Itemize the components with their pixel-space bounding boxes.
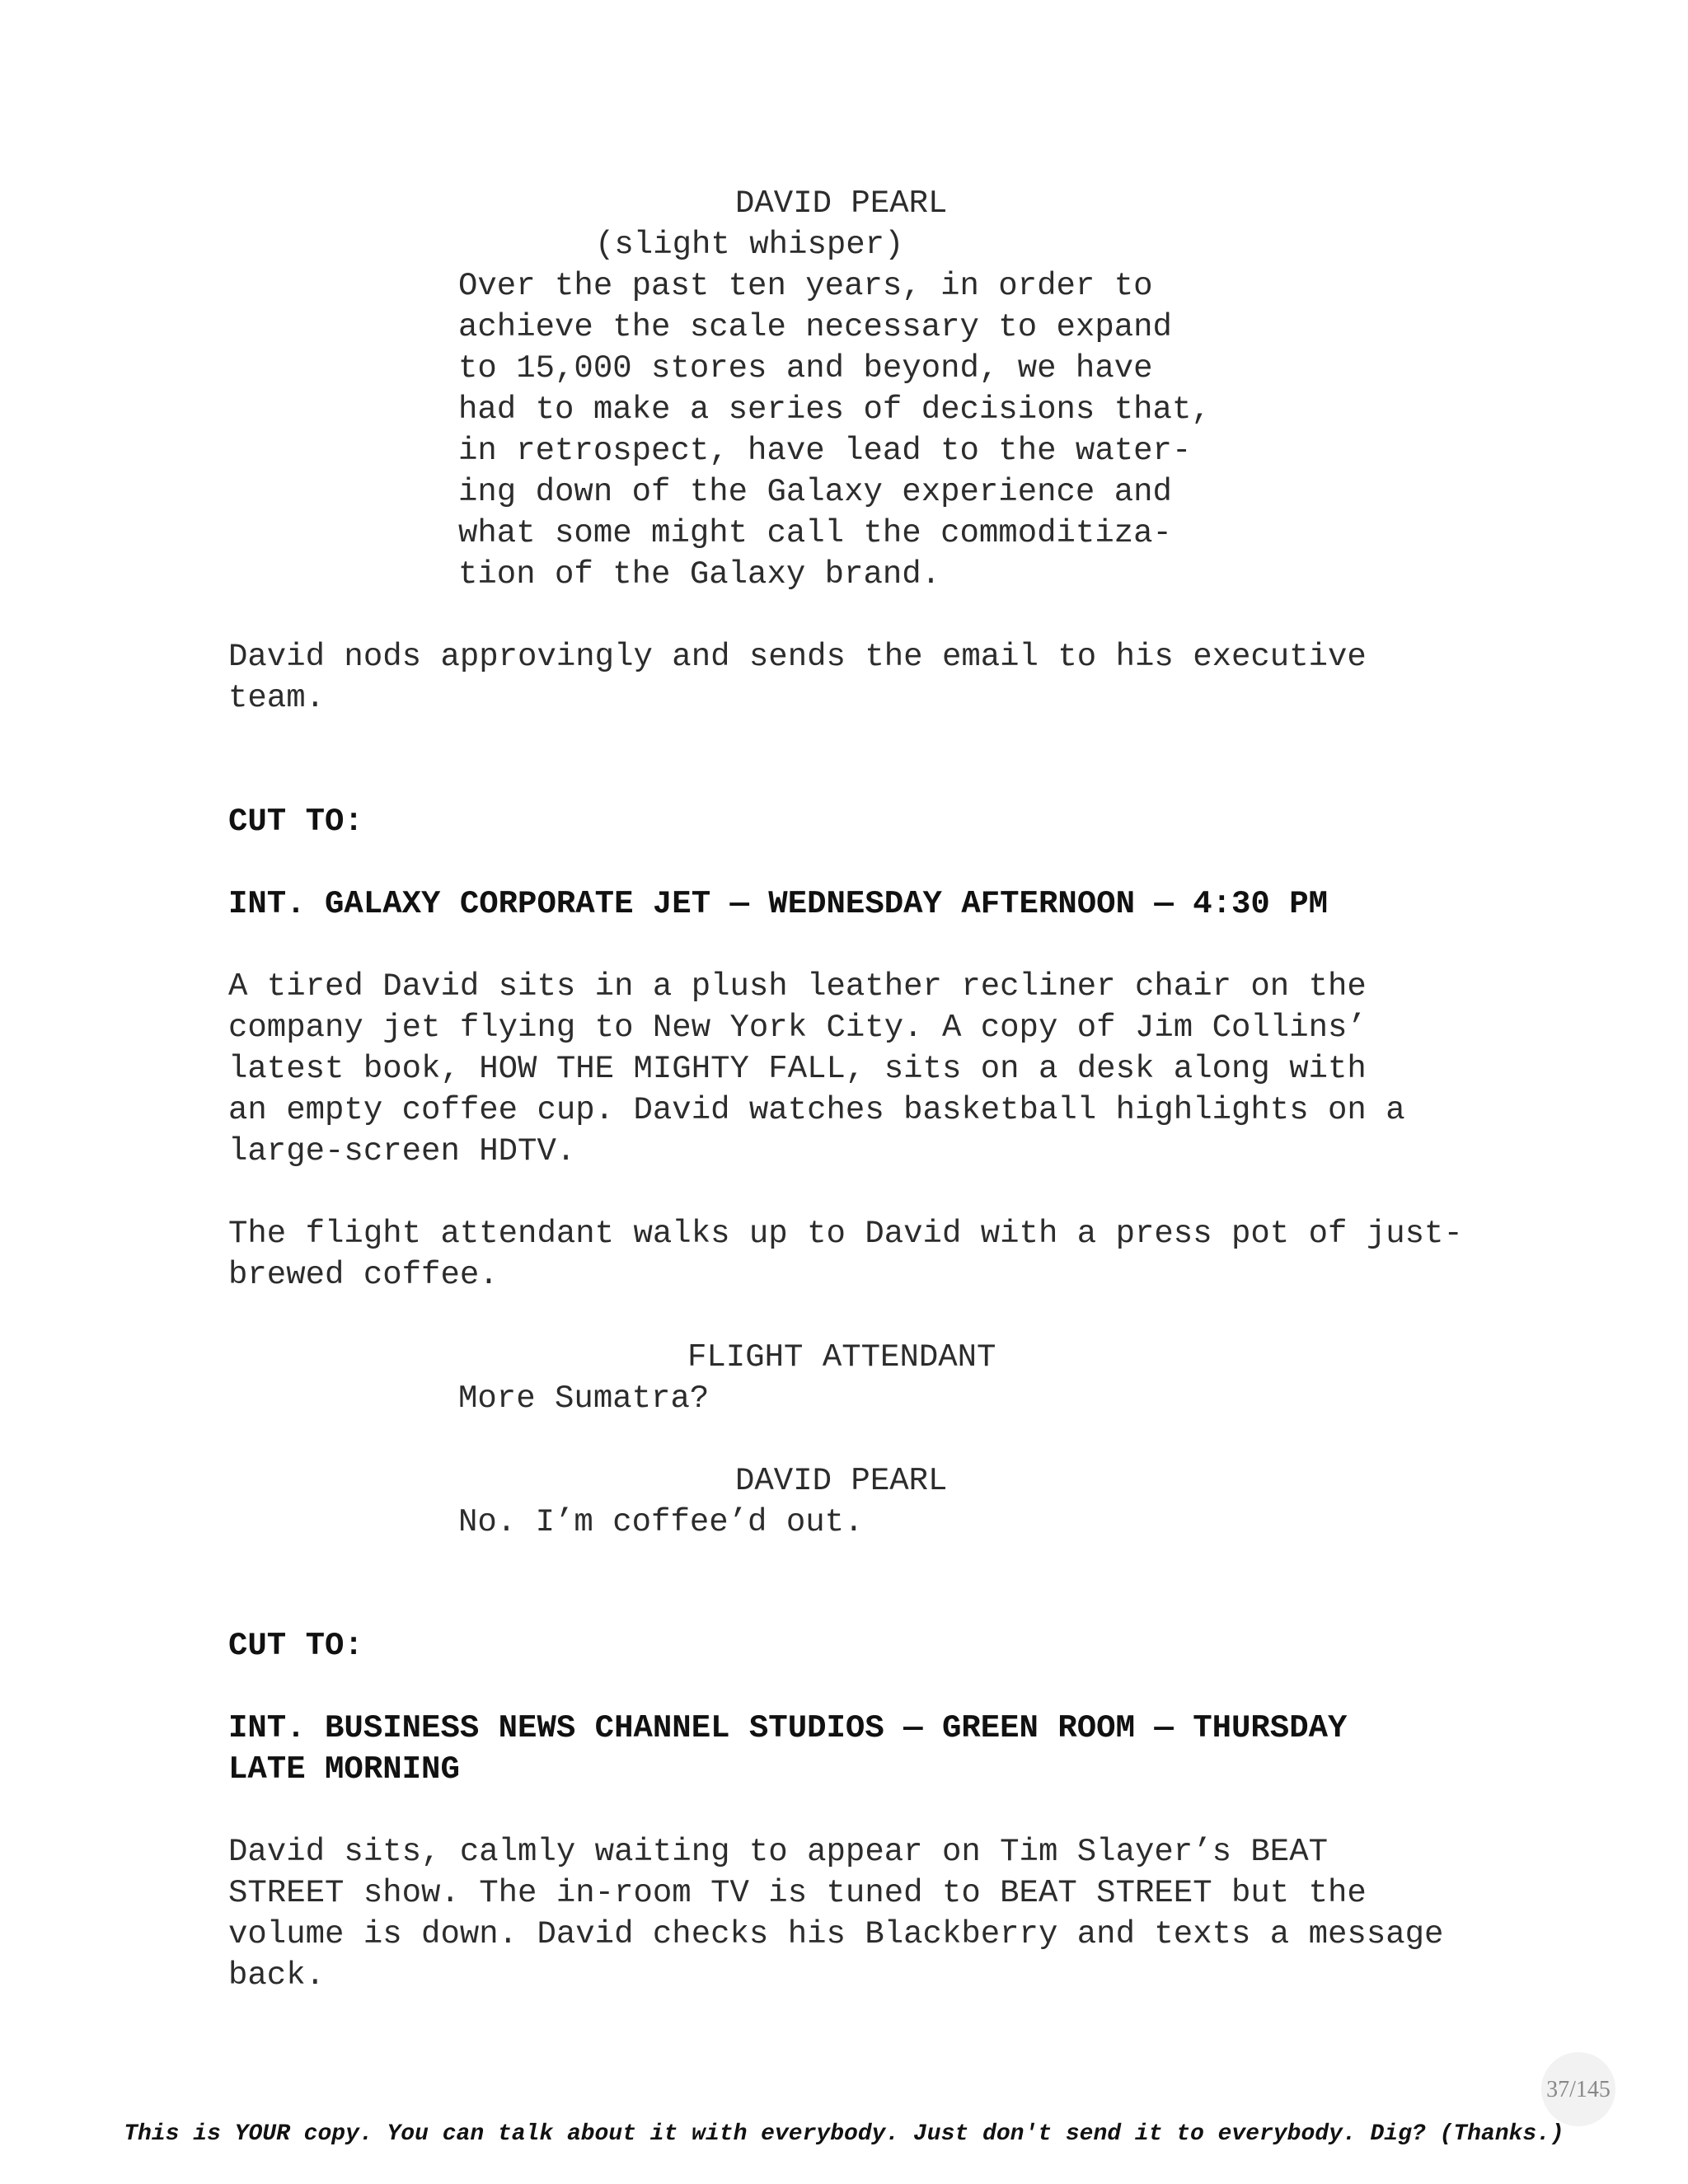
action-line: David nods approvingly and sends the email to his executive: [228, 639, 1367, 675]
dialogue-line: what some might call the commoditiza-: [458, 515, 1172, 551]
action-line: brewed coffee.: [228, 1257, 499, 1293]
footer-notice: This is YOUR copy. You can talk about it with everybody. Just don't send it to everybody. Dig? (Thanks.): [124, 2121, 1564, 2147]
dialogue-line: had to make a series of decisions that,: [458, 391, 1211, 428]
scene-heading: INT. GALAXY CORPORATE JET — WEDNESDAY AFTERNOON — 4:30 PM: [228, 886, 1329, 922]
transition: CUT TO:: [228, 804, 363, 840]
character-name: DAVID PEARL: [735, 185, 948, 222]
dialogue-line: achieve the scale necessary to expand: [458, 309, 1172, 345]
action-line: STREET show. The in-room TV is tuned to BEAT STREET but the: [228, 1875, 1367, 1911]
parenthetical: (slight whisper): [595, 227, 904, 263]
scene-heading: INT. BUSINESS NEWS CHANNEL STUDIOS — GREEN ROOM — THURSDAY: [228, 1710, 1348, 1746]
dialogue-line: in retrospect, have lead to the water-: [458, 433, 1192, 469]
dialogue-line: No. I’m coffee’d out.: [458, 1504, 864, 1540]
dialogue-line: ing down of the Galaxy experience and: [458, 474, 1172, 510]
action-line: latest book, HOW THE MIGHTY FALL, sits on a desk along with: [228, 1051, 1367, 1087]
action-line: team.: [228, 680, 326, 716]
action-line: David sits, calmly waiting to appear on Tim Slayer’s BEAT: [228, 1834, 1329, 1870]
action-line: company jet flying to New York City. A copy of Jim Collins’: [228, 1010, 1367, 1046]
action-line: volume is down. David checks his Blackberry and texts a message: [228, 1916, 1444, 1952]
action-line: The flight attendant walks up to David with a press pot of just-: [228, 1216, 1463, 1252]
dialogue-line: tion of the Galaxy brand.: [458, 556, 941, 593]
action-line: A tired David sits in a plush leather recliner chair on the: [228, 968, 1367, 1005]
scene-heading: LATE MORNING: [228, 1751, 460, 1788]
character-name: DAVID PEARL: [735, 1463, 948, 1499]
transition: CUT TO:: [228, 1628, 363, 1664]
dialogue-line: More Sumatra?: [458, 1380, 710, 1417]
dialogue-line: to 15,000 stores and beyond, we have: [458, 350, 1153, 387]
action-line: large-screen HDTV.: [228, 1133, 576, 1169]
action-line: an empty coffee cup. David watches basketball highlights on a: [228, 1092, 1405, 1128]
action-line: back.: [228, 1957, 326, 1994]
character-name: FLIGHT ATTENDANT: [687, 1339, 996, 1376]
dialogue-line: Over the past ten years, in order to: [458, 268, 1153, 304]
page-number: 37/145: [1546, 2077, 1611, 2102]
